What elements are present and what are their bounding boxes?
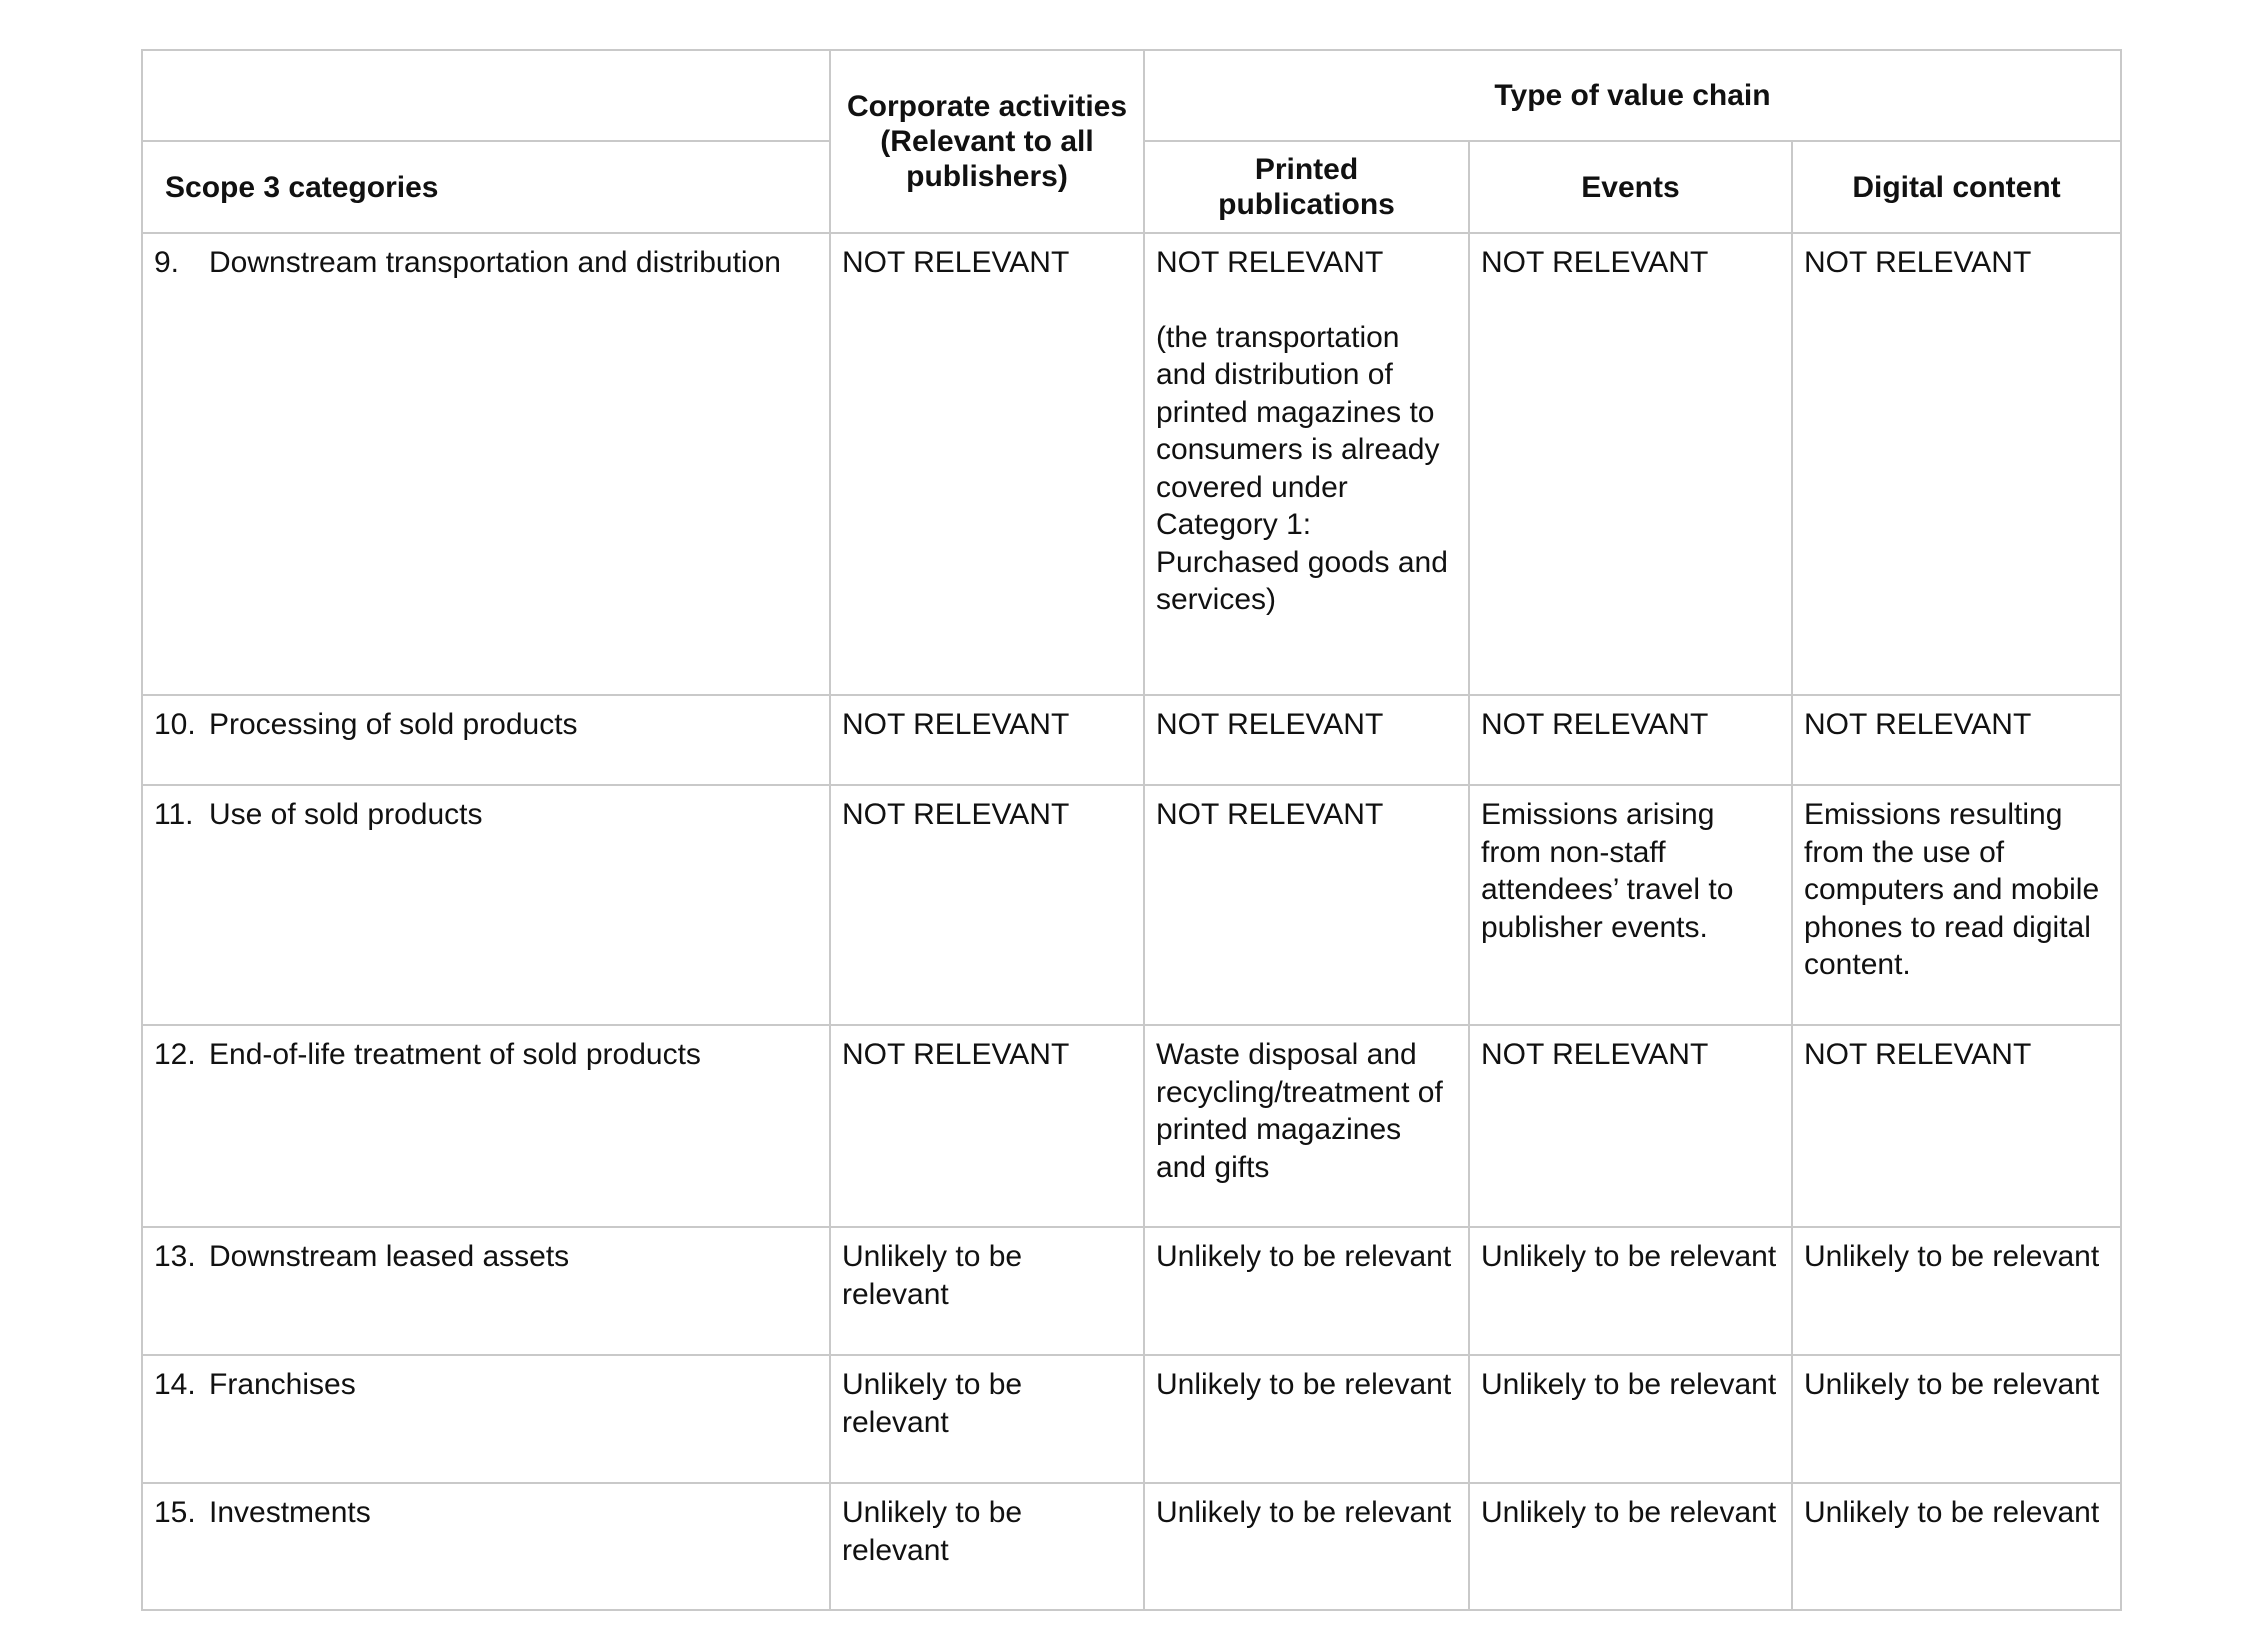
category-number: 14.	[154, 1368, 196, 1401]
header-value-chain: Type of value chain	[1144, 50, 2121, 141]
category-label: Downstream leased assets	[209, 1240, 570, 1273]
digital-cell: NOT RELEVANT	[1792, 695, 2121, 785]
category-number: 12.	[154, 1038, 196, 1071]
events-cell: Unlikely to be relevant	[1469, 1483, 1792, 1610]
header-blank	[142, 50, 830, 141]
table-row	[142, 1483, 2121, 1610]
category-number: 10.	[154, 708, 196, 741]
corporate-cell: NOT RELEVANT	[830, 233, 1144, 695]
corporate-cell: NOT RELEVANT	[830, 785, 1144, 1025]
corporate-cell: Unlikely to be relevant	[830, 1355, 1144, 1483]
digital-cell: Emissions resulting from the use of computers and mobile phones to read digital content.	[1792, 785, 2121, 1025]
category-cell	[142, 233, 830, 695]
printed-cell: Unlikely to be relevant	[1144, 1227, 1469, 1355]
events-cell: Emissions arising from non-staff attendees’ travel to publisher events.	[1469, 785, 1792, 1025]
corporate-cell: NOT RELEVANT	[830, 695, 1144, 785]
corporate-cell: Unlikely to be relevant	[830, 1227, 1144, 1355]
digital-cell: Unlikely to be relevant	[1792, 1227, 2121, 1355]
category-cell	[142, 695, 830, 785]
events-cell: NOT RELEVANT	[1469, 233, 1792, 695]
printed-note: (the transportation and distribution of printed magazines to consumers is already covered under Category 1: Purchased goods and services)	[1156, 320, 1448, 616]
table-row	[142, 1227, 2121, 1355]
scope3-table	[141, 49, 2122, 1611]
category-cell	[142, 1227, 830, 1355]
category-number: 9.	[154, 246, 180, 279]
table-row	[142, 785, 2121, 1025]
header-scope-categories: Scope 3 categories	[142, 141, 830, 233]
events-cell: NOT RELEVANT	[1469, 1025, 1792, 1227]
printed-value: NOT RELEVANT	[1156, 246, 1384, 279]
category-number: 11.	[154, 798, 194, 831]
events-cell: Unlikely to be relevant	[1469, 1227, 1792, 1355]
table-row	[142, 695, 2121, 785]
digital-cell: Unlikely to be relevant	[1792, 1483, 2121, 1610]
printed-cell: NOT RELEVANT	[1144, 785, 1469, 1025]
digital-cell: Unlikely to be relevant	[1792, 1355, 2121, 1483]
category-label: Investments	[209, 1496, 371, 1529]
category-label: Franchises	[209, 1368, 356, 1401]
table-row	[142, 1355, 2121, 1483]
events-cell: Unlikely to be relevant	[1469, 1355, 1792, 1483]
category-cell	[142, 1025, 830, 1227]
category-label: Use of sold products	[209, 798, 483, 831]
table-row	[142, 1025, 2121, 1227]
category-label: Downstream transportation and distribution	[209, 246, 781, 279]
printed-cell: NOT RELEVANT	[1144, 695, 1469, 785]
table-row	[142, 233, 2121, 695]
corporate-cell: Unlikely to be relevant	[830, 1483, 1144, 1610]
category-cell	[142, 785, 830, 1025]
corporate-cell: NOT RELEVANT	[830, 1025, 1144, 1227]
category-number: 13.	[154, 1240, 196, 1273]
printed-cell	[1144, 233, 1469, 695]
category-label: Processing of sold products	[209, 708, 578, 741]
header-digital: Digital content	[1792, 141, 2121, 233]
category-cell	[142, 1355, 830, 1483]
digital-cell: NOT RELEVANT	[1792, 1025, 2121, 1227]
digital-cell: NOT RELEVANT	[1792, 233, 2121, 695]
header-printed: Printed publications	[1144, 141, 1469, 233]
category-number: 15.	[154, 1496, 196, 1529]
printed-cell: Unlikely to be relevant	[1144, 1483, 1469, 1610]
events-cell: NOT RELEVANT	[1469, 695, 1792, 785]
header-corporate: Corporate activities (Relevant to all publishers)	[830, 50, 1144, 233]
header-events: Events	[1469, 141, 1792, 233]
category-label: End-of-life treatment of sold products	[209, 1038, 701, 1071]
printed-cell: Unlikely to be relevant	[1144, 1355, 1469, 1483]
printed-cell: Waste disposal and recycling/treatment of printed magazines and gifts	[1144, 1025, 1469, 1227]
category-cell	[142, 1483, 830, 1610]
